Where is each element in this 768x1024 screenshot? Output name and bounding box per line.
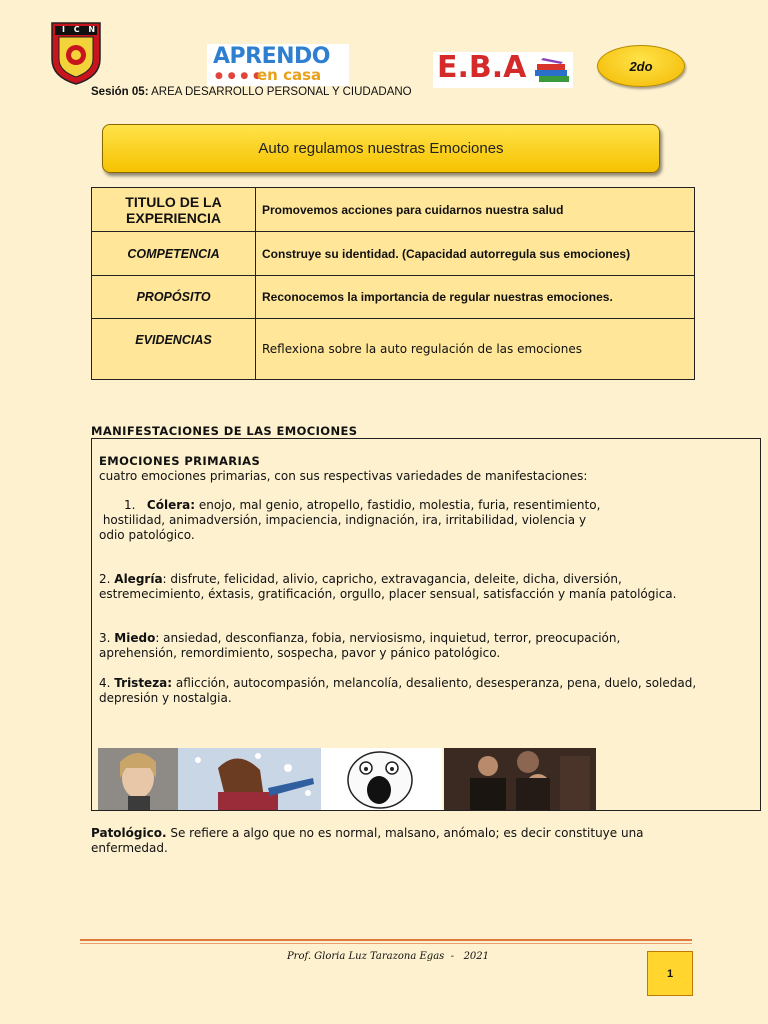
row-value-competencia: Construye su identidad. (Capacidad autorregula sus emociones) bbox=[256, 232, 695, 276]
fear-emoticon bbox=[321, 748, 442, 810]
emotion-item-line: odio patológico. bbox=[99, 528, 195, 542]
books-icon bbox=[533, 56, 571, 84]
row-key-proposito: PROPÓSITO bbox=[92, 276, 256, 319]
aprendo-logo-dots: ● ● ● ● bbox=[215, 71, 262, 81]
aprendo-en-casa-logo bbox=[207, 44, 349, 86]
item-line: aflicción, autocompasión, melancolía, desaliento, desesperanza, pena, duelo, soledad, bbox=[172, 676, 697, 690]
item-number: 1. bbox=[124, 498, 136, 512]
session-line bbox=[91, 86, 412, 98]
emotion-item-tristeza bbox=[99, 676, 696, 691]
item-name: Miedo bbox=[114, 631, 156, 645]
row-key-title: TITULO DE LA EXPERIENCIA bbox=[92, 188, 256, 232]
row-value-title: Promovemos acciones para cuidarnos nuestra salud bbox=[256, 188, 695, 232]
item-number: 3. bbox=[99, 631, 111, 645]
section-title: MANIFESTACIONES DE LAS EMOCIONES bbox=[91, 424, 358, 438]
emotion-item-colera bbox=[124, 498, 600, 513]
emotion-item-alegria bbox=[99, 572, 622, 587]
primary-emotions-intro: cuatro emociones primarias, con sus respectivas variedades de manifestaciones: bbox=[99, 469, 588, 483]
footer-divider-thin bbox=[80, 943, 692, 944]
grade-badge: 2do bbox=[597, 45, 685, 87]
item-line: enojo, mal genio, atropello, fastidio, molestia, furia, resentimiento, bbox=[195, 498, 601, 512]
item-name: Cólera: bbox=[146, 498, 196, 512]
emotion-item-line: depresión y nostalgia. bbox=[99, 691, 232, 705]
joy-snow-photo bbox=[178, 748, 321, 810]
session-label: Sesión 05: bbox=[91, 86, 149, 98]
eba-logo bbox=[433, 52, 573, 88]
row-key-competencia: COMPETENCIA bbox=[92, 232, 256, 276]
row-value-proposito: Reconocemos la importancia de regular nuestras emociones. bbox=[256, 276, 695, 319]
item-line: : ansiedad, desconfianza, fobia, nerviosismo, inquietud, terror, preocupación, bbox=[155, 631, 621, 645]
aprendo-logo-line2: en casa bbox=[257, 66, 322, 84]
row-value-evidencias: Reflexiona sobre la auto regulación de las emociones bbox=[256, 319, 695, 380]
row-key-evidencias: EVIDENCIAS bbox=[92, 319, 256, 380]
footer-author: Prof. Gloria Luz Tarazona Egas - 2021 bbox=[286, 951, 490, 962]
experience-info-table bbox=[91, 187, 695, 380]
title-banner: Auto regulamos nuestras Emociones bbox=[102, 124, 660, 173]
pathological-line1: Se refiere a algo que no es normal, malsano, anómalo; es decir constituye una bbox=[166, 826, 644, 840]
crest-text: I C N bbox=[62, 25, 99, 34]
pathological-definition bbox=[91, 826, 644, 841]
sadness-photo bbox=[444, 748, 596, 810]
item-line: : disfrute, felicidad, alivio, capricho, extravagancia, deleite, dicha, diversión, bbox=[162, 572, 622, 586]
footer-divider bbox=[80, 939, 692, 941]
emotion-item-miedo bbox=[99, 631, 620, 646]
pathological-term: Patológico. bbox=[91, 826, 167, 840]
item-number: 2. bbox=[99, 572, 111, 586]
table-row bbox=[92, 232, 695, 276]
item-name: Tristeza: bbox=[114, 676, 173, 690]
session-area: AREA DESARROLLO PERSONAL Y CIUDADANO bbox=[148, 86, 412, 98]
pathological-line2: enfermedad. bbox=[91, 841, 168, 855]
primary-emotions-heading: EMOCIONES PRIMARIAS bbox=[99, 454, 261, 468]
emotion-item-line: hostilidad, animadversión, impaciencia, indignación, ira, irritabilidad, violencia y bbox=[99, 513, 587, 527]
item-name: Alegría bbox=[114, 572, 163, 586]
emotion-item-line: estremecimiento, éxtasis, gratificación, orgullo, placer sensual, satisfacción y manía patológica. bbox=[99, 587, 677, 601]
table-row bbox=[92, 319, 695, 380]
school-crest-logo bbox=[50, 21, 102, 85]
aprendo-logo-line1: APRENDO bbox=[213, 44, 330, 69]
item-number: 4. bbox=[99, 676, 111, 690]
emotion-photos-strip bbox=[98, 748, 596, 810]
table-row bbox=[92, 188, 695, 232]
table-row bbox=[92, 276, 695, 319]
emotion-item-line: aprehensión, remordimiento, sospecha, pavor y pánico patológico. bbox=[99, 646, 501, 660]
page-number: 1 bbox=[647, 951, 693, 996]
angry-face-photo bbox=[98, 748, 178, 810]
eba-logo-text: E.B.A bbox=[437, 50, 527, 85]
